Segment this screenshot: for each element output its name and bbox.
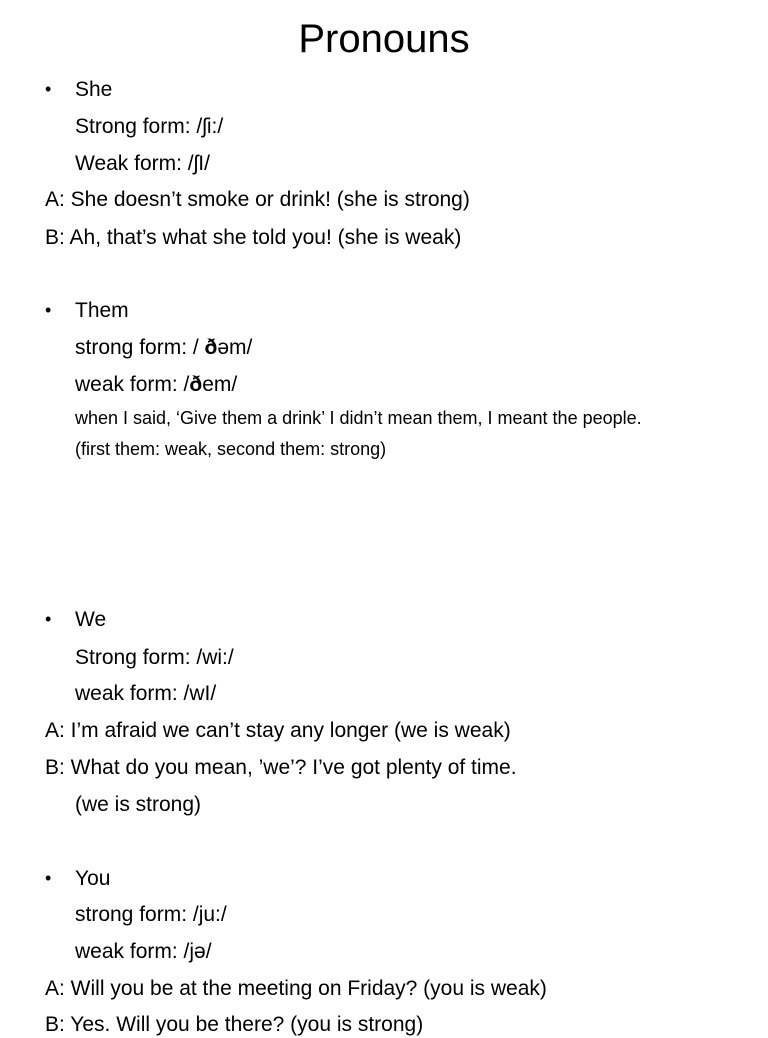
pronoun-them-label: Them	[75, 299, 129, 322]
you-weak-form: weak form: /jə/	[75, 940, 212, 963]
them-weak-form	[75, 372, 237, 398]
them-note: (first them: weak, second them: strong)	[75, 439, 387, 459]
we-strong-form: Strong form: /wi:/	[75, 646, 234, 669]
she-example-a: A: She doesn’t smoke or drink! (she is strong)	[45, 188, 470, 211]
them-weak-prefix: weak form: /	[75, 373, 190, 396]
them-strong-suffix: əm/	[217, 336, 253, 359]
page-title: Pronouns	[298, 17, 470, 61]
pronoun-we-label: We	[75, 608, 107, 631]
we-example-a: A: I’m afraid we can’t stay any longer (we is weak)	[45, 719, 511, 742]
bullet-them: •	[45, 300, 52, 320]
them-strong-bold: ð	[204, 336, 218, 359]
you-example-a: A: Will you be at the meeting on Friday? (you is weak)	[45, 977, 547, 1000]
them-weak-bold: ð	[189, 373, 203, 396]
you-example-b: B: Yes. Will you be there? (you is strong)	[45, 1013, 424, 1036]
she-example-b: B: Ah, that’s what she told you! (she is weak)	[45, 226, 462, 249]
bullet-you: •	[45, 868, 52, 888]
them-weak-suffix: em/	[202, 373, 238, 396]
bullet-we: •	[45, 609, 52, 629]
them-strong-form	[75, 335, 252, 361]
pronoun-she-label: She	[75, 78, 113, 101]
bullet-she: •	[45, 79, 52, 99]
we-example-b-note: (we is strong)	[75, 793, 202, 816]
she-weak-form: Weak form: /ʃI/	[75, 152, 210, 175]
you-strong-form: strong form: /ju:/	[75, 903, 227, 926]
pronoun-you-label: You	[75, 867, 111, 890]
she-strong-form: Strong form: /ʃi:/	[75, 115, 224, 138]
them-example: when I said, ‘Give them a drink’ I didn’t mean them, I meant the people.	[75, 408, 642, 428]
them-strong-prefix: strong form: /	[75, 336, 205, 359]
we-weak-form: weak form: /wI/	[75, 682, 217, 705]
we-example-b: B: What do you mean, ’we’? I’ve got plenty of time.	[45, 756, 517, 779]
